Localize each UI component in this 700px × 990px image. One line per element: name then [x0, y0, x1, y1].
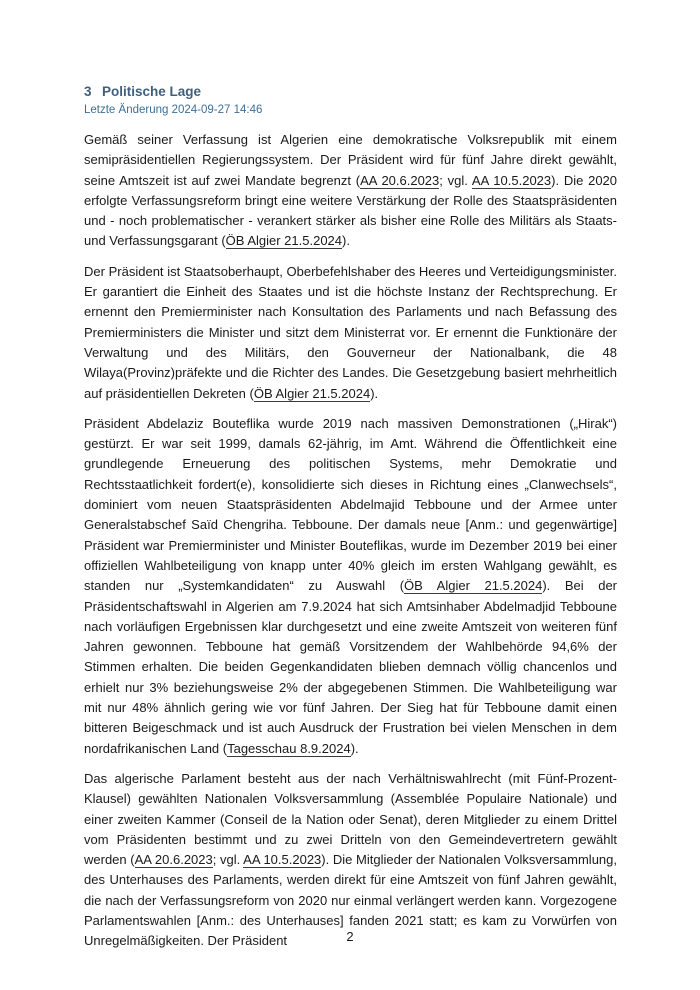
source-reference-link[interactable]: ÖB Algier 21.5.2024	[225, 233, 343, 249]
paragraph-text: Präsident Abdelaziz Bouteflika wurde 2019 nach massiven Demonstrationen („Hirak“) gestürzt. Er war seit 1999, damals 62-jährig, im Amt. Während die Öffentlichkeit eine grundlegende Erneuerung des politischen Systems, mehr Demokratie und Rechtsstaatlichkeit fordert(e), konsolidierte sich dieses in Richtung eines „Clanwechsels“, dominiert vom neuen Staatspräsidenten Abdelmajid Tebboune und der Armee unter Generalstabschef Saïd Chengriha. Tebboune. Der damals neue [Anm.: und gegenwärtige] Präsident war Premierminister und Minister Bouteflikas, wurde im Dezember 2019 bei einer offiziellen Wahlbeteiligung von knapp unter 40% gleich im ersten Wahlgang gewählt, es standen nur „Systemkandidaten“ zu Auswahl (	[84, 415, 617, 594]
section-number: 3	[84, 84, 92, 99]
last-change-timestamp: Letzte Änderung 2024-09-27 14:46	[84, 104, 263, 116]
section-title: Politische Lage	[102, 84, 202, 99]
section-header	[84, 84, 262, 116]
paragraph-text: ).	[350, 740, 359, 756]
page-number: 2	[346, 929, 354, 944]
source-reference-link[interactable]: AA 10.5.2023	[471, 172, 552, 188]
paragraph-text: ; vgl.	[439, 172, 472, 188]
document-body	[84, 130, 617, 962]
source-reference-link[interactable]: AA 20.6.2023	[360, 172, 440, 188]
paragraph	[84, 262, 617, 404]
paragraph-text: ).	[370, 385, 379, 401]
source-reference-link[interactable]: ÖB Algier 21.5.2024	[404, 578, 543, 594]
source-reference-link[interactable]: AA 10.5.2023	[243, 852, 322, 868]
paragraph-text: Gemäß seiner Verfassung ist Algerien eine demokratische Volksrepublik mit einem semipräsidentiellen Regierungssystem. Der Präsident wird für fünf Jahre direkt gewählt, seine Amtszeit ist auf zwei Mandate begrenzt (	[84, 132, 617, 188]
paragraph-text: ). Bei der Präsidentschaftswahl in Algerien am 7.9.2024 hat sich Amtsinhaber Abdelmadjid Tebboune nach vorläufigen Ergebnissen klar durchgesetzt und eine zweite Amtszeit von weiteren fünf Jahren gewonnen. Tebboune hat gemäß Vorsitzendem der Wahlbehörde 94,6% der Stimmen erhalten. Die beiden Gegenkandidaten blieben demnach völlig chancenlos und erhielt nur 3% beziehungsweise 2% der abgegebenen Stimmen. Die Wahlbeteiligung war mit nur 48% ähnlich gering wie vor fünf Jahren. Der Sieg hat für Tebboune damit einen bitteren Beigeschmack und ist auch Ausdruck der Frustration bei vielen Menschen in dem nordafrikanischen Land (	[84, 578, 618, 756]
paragraph	[84, 414, 617, 759]
paragraph-text: Der Präsident ist Staatsoberhaupt, Oberbefehlshaber des Heeres und Verteidigungsminister. Er garantiert die Einheit des Staates und ist die höchste Instanz der Rechtsprechung. Er ernennt den Premierminister nach Konsultation des Parlaments und nach Befassung des Premierministers die Minister und sitzt dem Ministerrat vor. Er ernennt die Funktionäre der Verwaltung und des Militärs, den Gouverneur der Nationalbank, die 48 Wilaya(Provinz)präfekte und die Richter des Landes. Die Gesetzgebung basiert mehrheitlich auf präsidentiellen Dekreten (	[84, 263, 617, 401]
source-reference-link[interactable]: ÖB Algier 21.5.2024	[253, 385, 371, 401]
paragraph	[84, 769, 617, 952]
paragraph-text: ; vgl.	[212, 852, 244, 868]
source-reference-link[interactable]: Tagesschau 8.9.2024	[227, 740, 351, 756]
source-reference-link[interactable]: AA 20.6.2023	[134, 852, 213, 868]
paragraph-text: ). Die 2020 erfolgte Verfassungsreform bringt eine weitere Verstärkung der Rolle des Staatspräsidenten und - noch problematischer - verankert stärker als bisher eine Rolle des Militärs als Staats- und Verfassungsgarant (	[84, 172, 618, 249]
paragraph-text: ).	[342, 233, 350, 249]
paragraph-text: Das algerische Parlament besteht aus der nach Verhältniswahlrecht (mit Fünf-Prozent-Klausel) gewählten Nationalen Volksversammlung (Assemblée Populaire Nationale) und einer zweiten Kammer (Conseil de la Nation oder Senat), deren Mitglieder zu einem Drittel vom Präsidenten bestimmt und zu zwei Dritteln von den Gemeindevertretern gewählt werden (	[84, 770, 617, 868]
paragraph-text: ). Die Mitglieder der Nationalen Volksversammlung, des Unterhauses des Parlaments, werden direkt für eine Amtszeit von fünf Jahren gewählt, die nach der Verfassungsreform von 2020 nur einmal verlängert werden kann. Vorgezogene Parlamentswahlen [Anm.: des Unterhauses] fanden 2021 statt; es kam zu Vorwürfen von Unregelmäßigkeiten. Der Präsident	[84, 852, 617, 949]
paragraph	[84, 130, 617, 252]
section-heading	[84, 84, 262, 99]
